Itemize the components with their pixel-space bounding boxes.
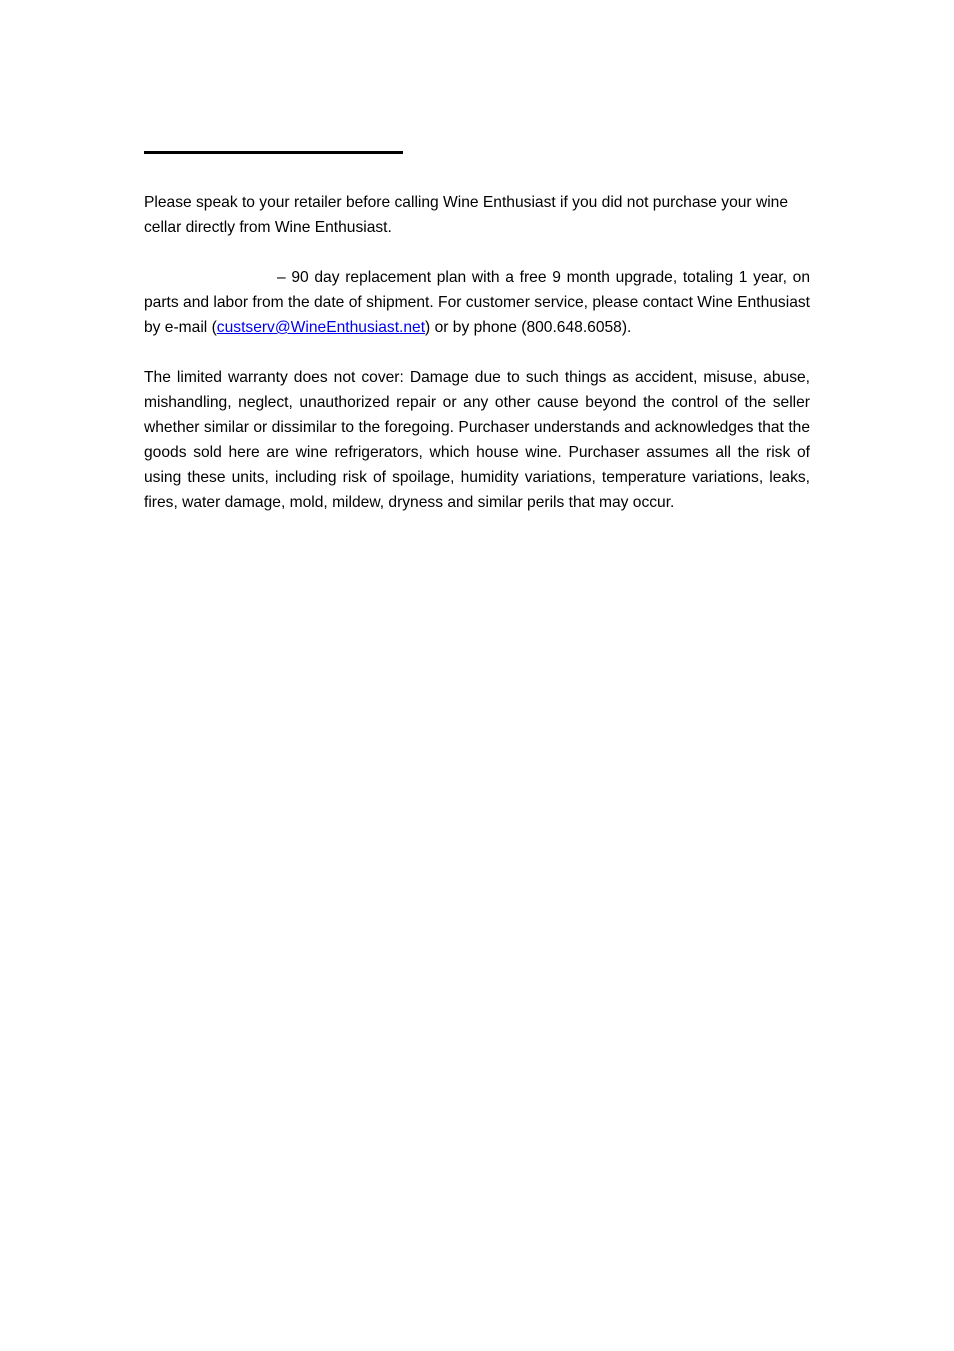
retailer-notice-paragraph: Please speak to your retailer before calling Wine Enthusiast if you did not purchase your wine cellar directly from Wine Enthusiast. (144, 194, 789, 236)
warranty-plan-text: – 90 day replacement plan with a free 9 month upgrade, totaling 1 year, on parts and labor from the date of shipment. For customer service, please contact Wine Enthusiast by e-mail ( (144, 269, 810, 336)
phone-text: ) or by phone (800.648.6058). (425, 319, 632, 336)
customer-service-email-link[interactable]: custserv@WineEnthusiast.net (216, 319, 426, 336)
warranty-plan-paragraph (144, 265, 810, 340)
heading-underline-rule (144, 151, 403, 154)
warranty-exclusions-paragraph: The limited warranty does not cover: Damage due to such things as accident, misuse, abuse, mishandling, neglect, unauthorized repair or any other cause beyond the control of the seller whether similar or dissimilar to the foregoing. Purchaser understands and acknowledges that the goods sold here are wine refrigerators, which house wine. Purchaser assumes all the risk of using these units, including risk of spoilage, humidity variations, temperature variations, leaks, fires, water damage, mold, mildew, dryness and similar perils that may occur. (144, 369, 810, 511)
document-body (144, 190, 810, 540)
